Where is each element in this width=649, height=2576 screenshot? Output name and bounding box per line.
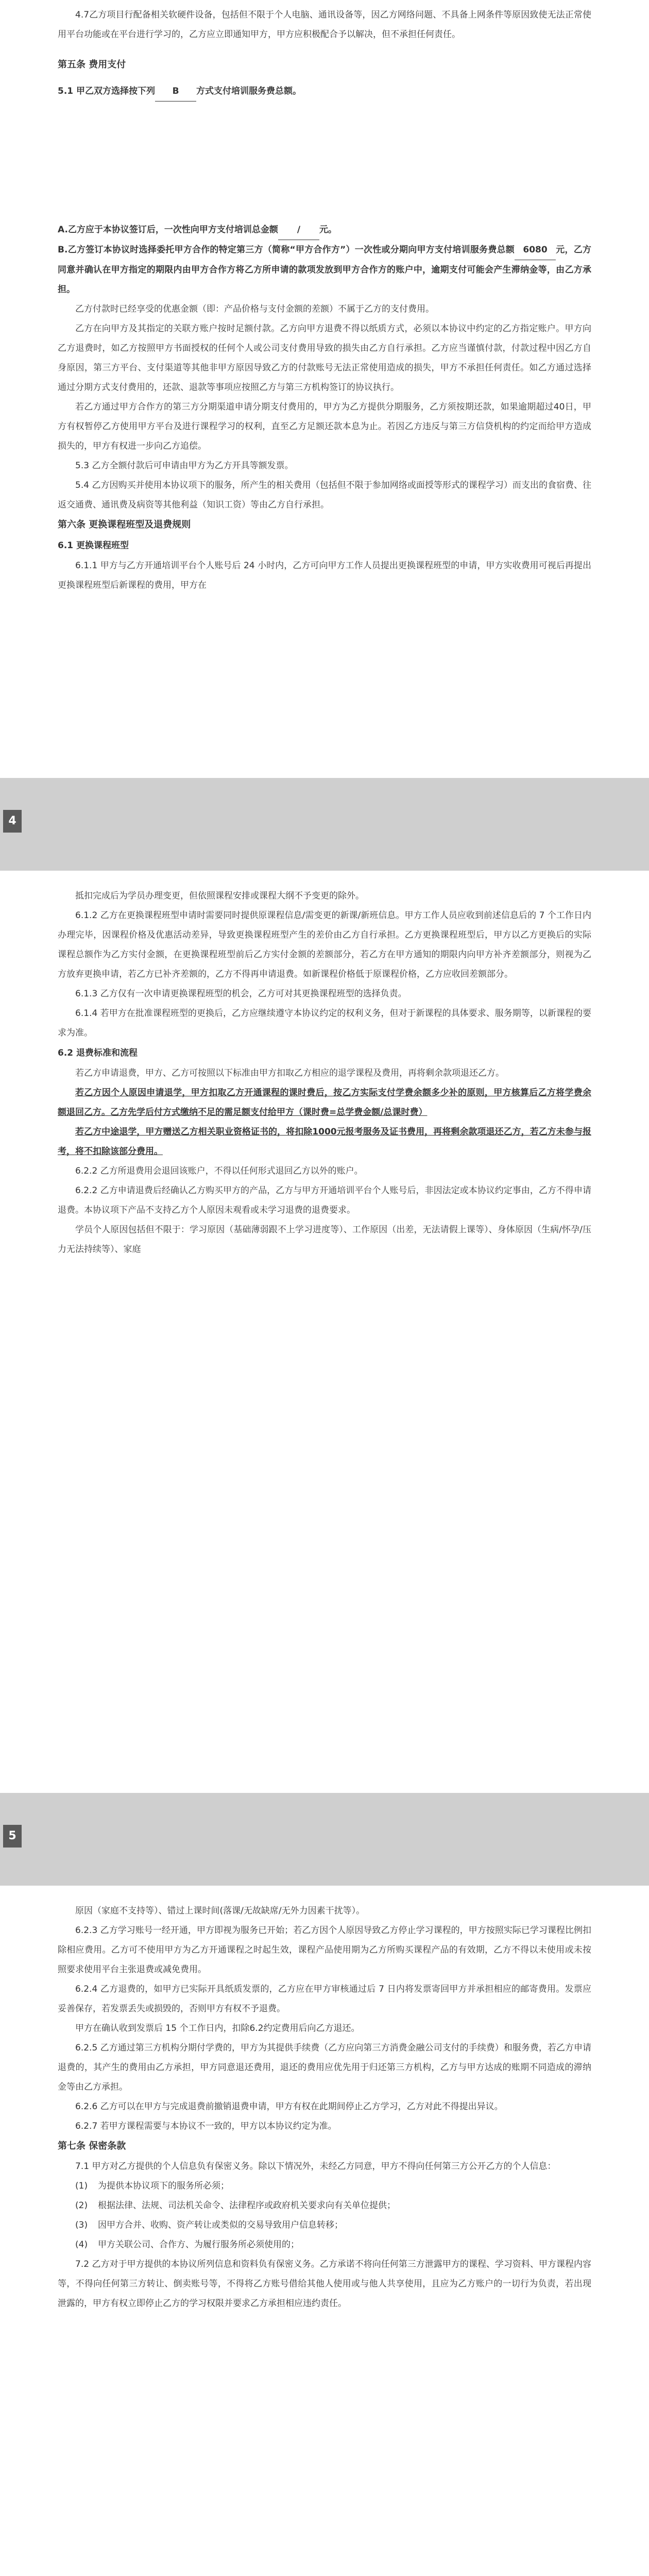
page-content <box>58 1901 591 2313</box>
paragraph: 6.2.7 若甲方课程需要与本协议不一致的，甲方以本协议约定为准。 <box>75 2121 337 2131</box>
subsection-heading: 6.2 退费标准和流程 <box>58 1048 138 1058</box>
document-page <box>0 871 649 1793</box>
paragraph: 5.3 乙方全额付款后可申请由甲方为乙方开具等额发票。 <box>75 461 294 471</box>
fill-blank: B <box>155 81 196 101</box>
paragraph: 若乙方申请退费，甲方、乙方可按照以下标准由甲方扣取乙方相应的退学课程及费用，再将剩余款项退还乙方。 <box>75 1068 504 1078</box>
list-item: (3) 因甲方合并、收购、资产转让或类似的交易导致用户信息转移； <box>75 2220 343 2230</box>
bold-clause: 若乙方中途退学，甲方赠送乙方相关职业资格证书的，将扣除1000元报考服务及证书费用，再将剩余款项退还乙方，若乙方未参与报考，将不扣除该部分费用。 <box>58 1127 591 1157</box>
paragraph: 甲方在确认收到发票后 15 个工作日内，扣除6.2约定费用后向乙方退还。 <box>75 2023 360 2033</box>
option-b: B.乙方签订本协议时选择委托甲方合作的特定第三方（简称“甲方合作方”）一次性或分期向甲方支付培训服务费总额 6080 元，乙方同意并确认在甲方指定的期限内由甲方合作方将乙方所申请的款项发放到甲方合作方的账户中，逾期支付可能会产生滞纳金等，由乙方承担。 <box>58 240 591 299</box>
bold-clause: 若乙方因个人原因申请退学，甲方扣取乙方开通课程的课时费后，按乙方实际支付学费余额多少补的原则，甲方核算后乙方将学费余额退回乙方。乙方先学后付方式缴纳不足的需足额支付给甲方（课时费=总学费金额/总课时费） <box>58 1088 591 1117</box>
paragraph: 抵扣完成后为学员办理变更，但依照课程安排或课程大纲不予变更的除外。 <box>75 891 364 901</box>
fill-blank: / <box>278 220 319 240</box>
paragraph: 7.2 乙方对于甲方提供的本协议所列信息和资料负有保密义务。乙方承诺不将向任何第三方泄露甲方的课程、学习资料、甲方课程内容等，不得向任何第三方转让、倒卖账号等，不得将乙方账号借给其他人使用或与他人共享使用，且应为乙方账户的一切行为负责，若出现泄露的，甲方有权立即停止乙方的学习权限并要求乙方承担相应违约责任。 <box>58 2259 591 2309</box>
page-content <box>58 886 591 1259</box>
page-separator <box>0 1793 649 1886</box>
paragraph: 6.1.2 乙方在更换课程班型申请时需要同时提供原课程信息/需变更的新课/新班信息。甲方工作人员应收到前述信息后的 7 个工作日内办理完毕，因课程价格及优惠活动差异，导致更换课程班型产生的差价由乙方自行承担。乙方更换课程班型后，甲方以乙方更换后的实际课程总额作为乙方实付金额，在更换课程班型前后乙方实付金额的差额部分，若乙方在甲方通知的期限内向甲方补齐差额部分，则视为乙方放弃更换申请，若乙方已补齐差额的，乙方不得再申请退费。如新课程价格低于原课程价格，乙方应收回差额部分。 <box>58 910 591 979</box>
paragraph: 6.2.3 乙方学习账号一经开通，甲方即视为服务已开始；若乙方因个人原因导致乙方停止学习课程的，甲方按照实际已学习课程比例扣除相应费用。乙方可不使用甲方为乙方开通课程之时起生效，课程产品使用期为乙方所购买课程产品的有效期，乙方不得以未使用或未按照要求使用平台主张退费或减免费用。 <box>58 1925 591 1975</box>
list-item: (1) 为提供本协议项下的服务所必须； <box>75 2181 229 2191</box>
paragraph: 6.2.2 乙方申请退费后经确认乙方购买甲方的产品，乙方与甲方开通培训平台个人账号后，非因法定或本协议约定事由，乙方不得申请退费。本协议项下产品不支持乙方个人原因未观看或未学习退费的退费要求。 <box>58 1185 591 1215</box>
document-page <box>0 1886 649 2576</box>
paragraph: 6.1.3 乙方仅有一次申请更换课程班型的机会，乙方可对其更换课程班型的选择负责。 <box>75 989 407 999</box>
page-number-badge: 4 <box>3 810 22 833</box>
paragraph: 7.1 甲方对乙方提供的个人信息负有保密义务。除以下情况外，未经乙方同意，甲方不得向任何第三方公开乙方的个人信息： <box>75 2161 556 2172</box>
paragraph: 4.7乙方项目行配备相关软硬件设备，包括但不限于个人电脑、通讯设备等，因乙方网络问题、不具备上网条件等原因致使无法正常使用平台功能或在平台进行学习的，乙方应立即通知甲方，甲方应积极配合予以解决，但不承担任何责任。 <box>58 10 591 40</box>
section-heading: 第五条 费用支付 <box>58 59 126 70</box>
paragraph: 若乙方通过甲方合作方的第三方分期渠道申请分期支付费用的，甲方为乙方提供分期服务，乙方须按期还款，如果逾期超过40日，甲方有权暂停乙方使用甲方平台及进行课程学习的权利，直至乙方足额还款本息为止。若因乙方违反与第三方信贷机构的约定而给甲方造成损失的，甲方有权进一步向乙方追偿。 <box>58 402 591 451</box>
paragraph: 乙方在向甲方及其指定的关联方账户按时足额付款。乙方向甲方退费不得以纸质方式，必须以本协议中约定的乙方指定账户。甲方向乙方退费时，如乙方按照甲方书面授权的任何个人或公司支付费用导致的损失由乙方自行承担。乙方应当谨慎付款，付款过程中因乙方自身原因，第三方平台、支付渠道等其他非甲方原因导致乙方的付款账号无法正常使用造成的损失，甲方不承担任何责任。如乙方通过选择通过分期方式支付费用的，还款、退款等事项应按照乙方与第三方机构签订的协议执行。 <box>58 324 591 393</box>
paragraph: 6.2.5 乙方通过第三方机构分期付学费的，甲方为其提供手续费（乙方应向第三方消费金融公司支付的手续费）和服务费，若乙方申请退费的，其产生的费用由乙方承担，甲方同意退还费用，退还的费用应优先用于归还第三方机构，乙方与甲方达成的账期不同造成的滞纳金等由乙方承担。 <box>58 2043 591 2092</box>
page-number-badge: 5 <box>3 1825 22 1848</box>
spacer <box>58 101 591 220</box>
paragraph: 学员个人原因包括但不限于：学习原因（基础薄弱跟不上学习进度等）、工作原因（出差，无法请假上课等）、身体原因（生病/怀孕/压力无法持续等）、家庭 <box>58 1225 591 1255</box>
section-heading: 第七条 保密条款 <box>58 2141 126 2151</box>
document-page <box>0 0 649 778</box>
list-item: (4) 甲方关联公司、合作方、为履行服务所必须使用的； <box>75 2240 299 2250</box>
section-heading: 第六条 更换课程班型及退费规则 <box>58 519 191 530</box>
paragraph: 6.1.1 甲方与乙方开通培训平台个人账号后 24 小时内，乙方可向甲方工作人员提出更换课程班型的申请，甲方实收费用可视后再提出更换课程班型后新课程的费用，甲方在 <box>58 561 591 590</box>
list-item: (2) 根据法律、法规、司法机关命令、法律程序或政府机关要求向有关单位提供； <box>75 2200 396 2211</box>
paragraph: 6.2.2 乙方所退费用会退回该账户，不得以任何形式退回乙方以外的账户。 <box>75 1166 363 1176</box>
paragraph: 6.2.4 乙方退费的，如甲方已实际开具纸质发票的，乙方应在甲方审核通过后 7 日内将发票寄回甲方并承担相应的邮寄费用。发票应妥善保存，若发票丢失或损毁的，否则甲方有权不予退费。 <box>58 1984 591 2014</box>
option-a: A.乙方应于本协议签订后，一次性向甲方支付培训总金额 / 元。 <box>58 220 591 240</box>
fill-blank: 6080 <box>515 240 556 260</box>
clause-5-1: 5.1 甲乙双方选择按下列 B 方式支付培训服务费总额。 <box>58 81 591 101</box>
paragraph: 5.4 乙方因购买并使用本协议项下的服务，所产生的相关费用（包括但不限于参加网络或面授等形式的课程学习）而支出的食宿费、往返交通费、通讯费及病资等其他利益（知识工资）等由乙方自行承担。 <box>58 480 591 510</box>
paragraph: 原因（家庭不支持等）、错过上课时间(落课/无故缺席/无外力因素干扰等）。 <box>75 1906 365 1916</box>
paragraph: 6.1.4 若甲方在批准课程班型的更换后，乙方应继续遵守本协议约定的权利义务，但对于新课程的具体要求、服务期等，以新课程的要求为准。 <box>58 1008 591 1038</box>
subsection-heading: 6.1 更换课程班型 <box>58 540 129 551</box>
page-content <box>58 5 591 595</box>
paragraph: 6.2.6 乙方可以在甲方与完成退费前撤销退费申请，甲方有权在此期间停止乙方学习，乙方对此不得提出异议。 <box>75 2102 503 2112</box>
paragraph: 乙方付款时已经享受的优惠金额（即：产品价格与支付金额的差额）不属于乙方的支付费用。 <box>75 304 434 314</box>
page-separator <box>0 778 649 871</box>
